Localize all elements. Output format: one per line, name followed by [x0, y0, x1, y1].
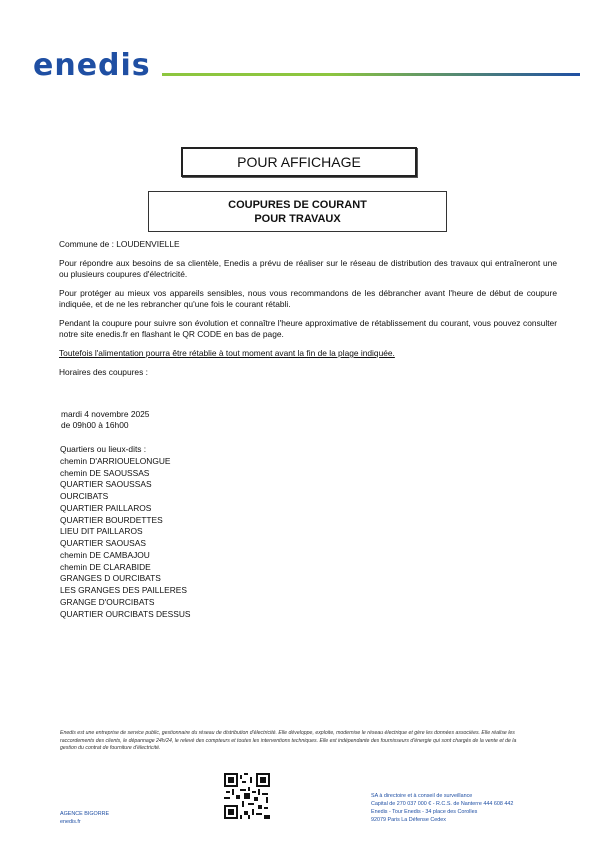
notice-body	[59, 239, 557, 386]
list-item: OURCIBATS	[60, 491, 109, 501]
qr-code-icon[interactable]	[224, 773, 270, 819]
address-line: SA à directoire et à conseil de surveillance	[371, 793, 473, 799]
list-item: LES GRANGES DES PAILLERES	[60, 585, 187, 595]
paragraph-tracking: Pendant la coupure pour suivre son évolution et connaître l'heure approximative de rétablissement du courant, vous pouvez consulter notre site enedis.fr en flashant le QR CODE en bas de page.	[59, 318, 557, 339]
places-title: Quartiers ou lieux-dits :	[60, 444, 147, 454]
places-list	[60, 444, 190, 620]
list-item: GRANGES D OURCIBATS	[60, 573, 161, 584]
commune-line: Commune de : LOUDENVIELLE	[59, 239, 180, 249]
list-item: chemin D'ARRIOUELONGUE	[60, 455, 171, 466]
list-item: QUARTIER SAOUSAS	[60, 538, 146, 548]
address-line: Capital de 270 037 000 € - R.C.S. de Nanterre 444 608 442	[371, 801, 514, 807]
enedis-logo: enedis	[33, 48, 151, 83]
agency-block	[60, 810, 109, 826]
list-item: QUARTIER BOURDETTES	[60, 514, 163, 525]
paragraph-intro: Pour répondre aux besoins de sa clientèle, Enedis a prévu de réaliser sur le réseau de distribution des travaux qui entraîneront une ou plusieurs coupures d'électricité.	[59, 258, 557, 279]
list-item: chemin DE SAOUSSAS	[60, 467, 150, 478]
address-line: 92079 Paris La Défense Cedex	[371, 817, 446, 823]
list-item: QUARTIER PAILLAROS	[60, 502, 152, 513]
agency-website[interactable]: enedis.fr	[60, 819, 81, 825]
schedule-heading: Horaires des coupures :	[59, 367, 148, 377]
schedule-time: de 09h00 à 16h00	[61, 420, 129, 430]
agency-name: AGENCE BIGORRE	[60, 811, 110, 817]
header-rule	[162, 73, 580, 76]
company-address	[371, 792, 513, 824]
legal-notice: Enedis est une entreprise de service public, gestionnaire du réseau de distribution d'électricité. Elle développe, exploite, modernise le réseau électrique et gère les données associées. Elle réalise les raccordements des clients, le dépannage 24h/24, le relevé des compteurs et toutes les interventions techniques. Elle est indépendante des fournisseurs d'énergie qui sont chargés de la vente et de la gestion du contrat de fourniture d'électricité.	[60, 730, 517, 751]
schedule	[61, 409, 149, 431]
list-item: chemin DE CAMBAJOU	[60, 549, 150, 560]
notice-title-box	[181, 147, 417, 177]
paragraph-restoration: Toutefois l'alimentation pourra être rétablie à tout moment avant la fin de la plage indiquée.	[59, 348, 395, 358]
notice-title: POUR AFFICHAGE	[237, 154, 361, 170]
subtitle-line-2: POUR TRAVAUX	[254, 212, 341, 225]
list-item: chemin DE CLARABIDE	[60, 561, 151, 572]
paragraph-protection: Pour protéger au mieux vos appareils sensibles, nous vous recommandons de les débrancher avant l'heure de début de coupure indiquée, et de ne les rebrancher qu'une fois le courant rétabli.	[59, 288, 557, 309]
notice-subtitle-box	[148, 191, 447, 232]
subtitle-line-1: COUPURES DE COURANT	[228, 198, 367, 211]
schedule-date: mardi 4 novembre 2025	[61, 409, 150, 419]
list-item: LIEU DIT PAILLAROS	[60, 526, 143, 537]
list-item: QUARTIER SAOUSSAS	[60, 479, 152, 490]
address-line: Enedis - Tour Enedis - 34 place des Corolles	[371, 809, 478, 815]
list-item: GRANGE D'OURCIBATS	[60, 596, 155, 607]
list-item: QUARTIER OURCIBATS DESSUS	[60, 608, 191, 619]
